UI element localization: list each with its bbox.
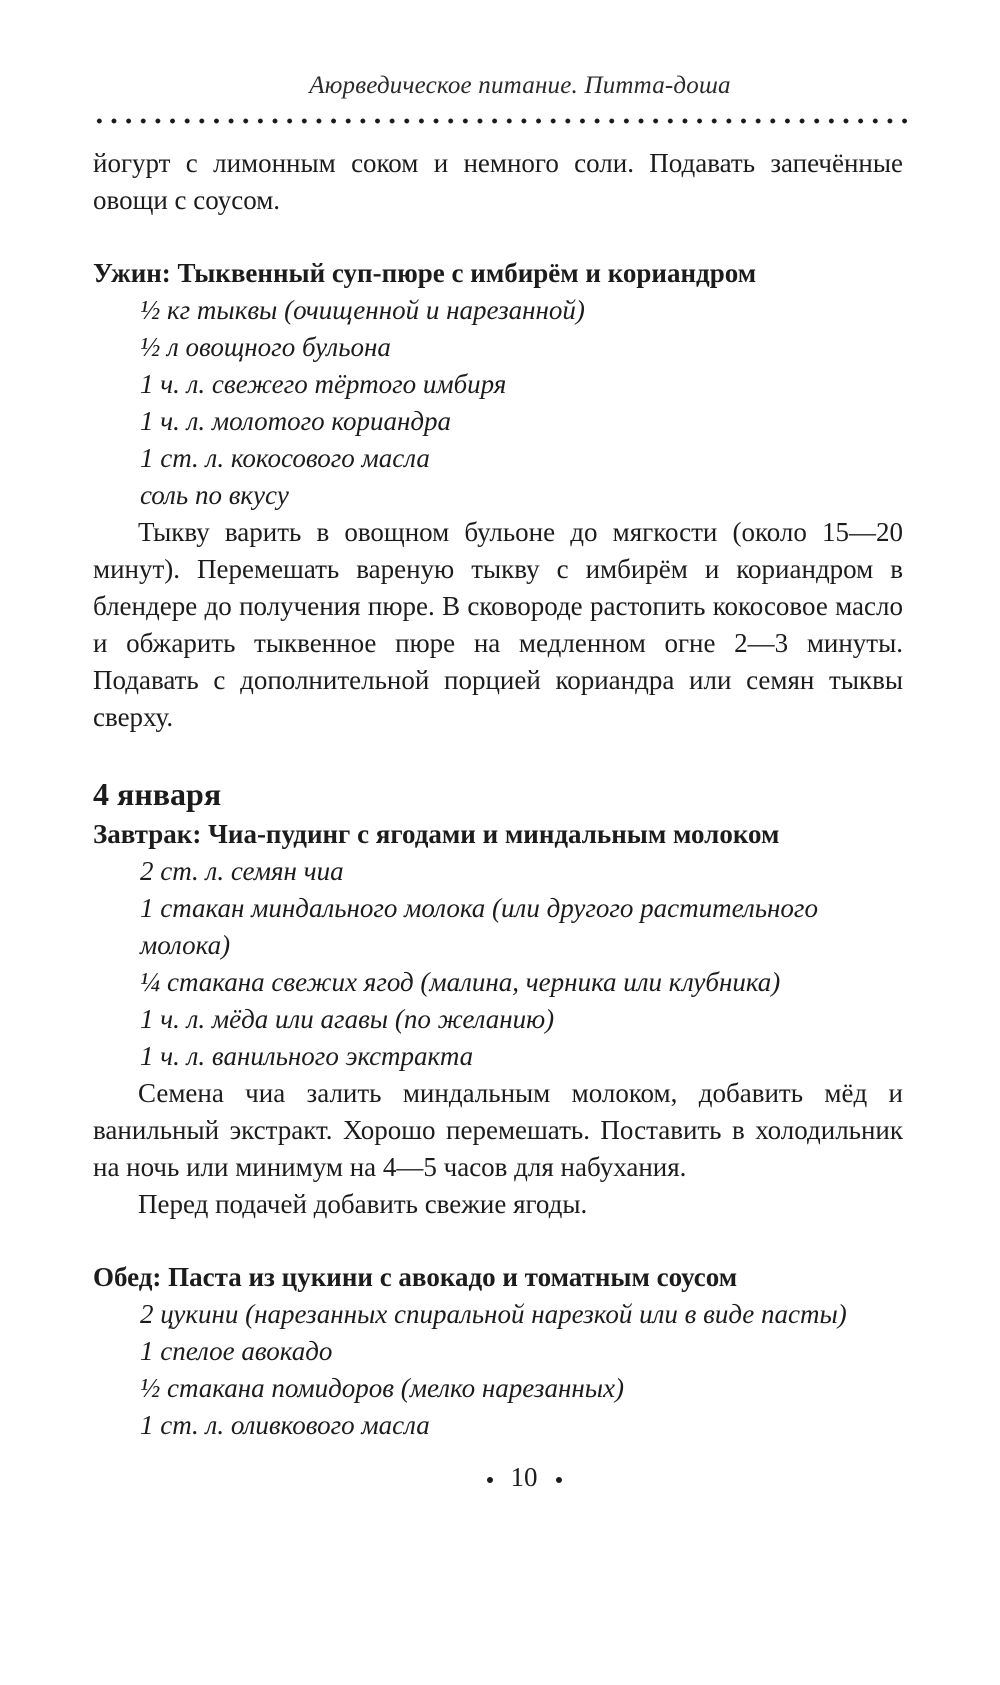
page-footer (48, 1462, 1000, 1493)
ingredient-item: 2 цукини (нарезанных спиральной нарезкой или в виде пасты) (140, 1299, 847, 1329)
ingredient-item: 1 ст. л. оливкового масла (140, 1410, 430, 1440)
dinner-recipe (93, 255, 903, 736)
breakfast-recipe (93, 816, 903, 1223)
breakfast-serving-note: Перед подачей добавить свежие ягоды. (138, 1189, 588, 1219)
dinner-title: Ужин: Тыквенный суп-пюре с имбирём и кориандром (93, 258, 757, 288)
ingredient-item: ¼ стакана свежих ягод (малина, черника или клубника) (140, 967, 781, 997)
ingredient-item: 2 ст. л. семян чиа (140, 856, 344, 886)
ingredient-item: ½ кг тыквы (очищенной и нарезанной) (140, 295, 585, 325)
spacer (93, 736, 903, 772)
ingredient-item: ½ стакана помидоров (мелко нарезанных) (140, 1373, 625, 1403)
ingredient-item: 1 ч. л. ванильного экстракта (140, 1041, 474, 1071)
lunch-ingredients (93, 1296, 903, 1444)
ingredient-item: 1 ч. л. молотого кориандра (140, 406, 452, 436)
dinner-instructions: Тыкву варить в овощном бульоне до мягкости (около 15—20 минут). Перемешать вареную тыкву с имбирём и кориандром в блендере до получения пюре. В сковороде растопить кокосовое масло и обжарить тыквенное пюре на медленном огне 2—3 минуты. Подавать с дополнительной порцией кориандра или семян тыквы сверху. (93, 517, 903, 732)
ingredient-item: 1 спелое авокадо (140, 1336, 333, 1366)
ingredient-item: соль по вкусу (140, 480, 289, 510)
spacer (93, 219, 903, 255)
bullet-dot (487, 1477, 493, 1483)
ingredient-item: 1 стакан миндального молока (или другого растительного молока) (140, 893, 818, 960)
breakfast-instructions: Семена чиа залить миндальным молоком, добавить мёд и ванильный экстракт. Хорошо перемешать. Поставить в холодильник на ночь или минимум на 4—5 часов для набухания. (93, 1078, 903, 1182)
ingredient-item: 1 ч. л. мёда или агавы (по желанию) (140, 1004, 555, 1034)
running-header: Аюрведическое питание. Питта-доша (309, 72, 731, 99)
day-heading: 4 января (93, 776, 222, 812)
bullet-dot (556, 1477, 562, 1483)
ingredient-item: 1 ст. л. кокосового масла (140, 443, 430, 473)
spacer (93, 1223, 903, 1259)
lunch-recipe (93, 1259, 903, 1444)
dotted-divider (92, 118, 912, 124)
page-content (93, 145, 903, 1444)
breakfast-ingredients (93, 853, 903, 1075)
breakfast-title: Завтрак: Чиа-пудинг с ягодами и миндальным молоком (93, 819, 780, 849)
lunch-title: Обед: Паста из цукини с авокадо и томатным соусом (93, 1262, 738, 1292)
page-number: 10 (510, 1462, 538, 1492)
ingredient-item: ½ л овощного бульона (140, 332, 391, 362)
intro-paragraph: йогурт с лимонным соком и немного соли. Подавать запечённые овощи с соусом. (93, 148, 903, 215)
ingredient-item: 1 ч. л. свежего тёртого имбиря (140, 369, 507, 399)
dinner-ingredients (93, 292, 903, 514)
